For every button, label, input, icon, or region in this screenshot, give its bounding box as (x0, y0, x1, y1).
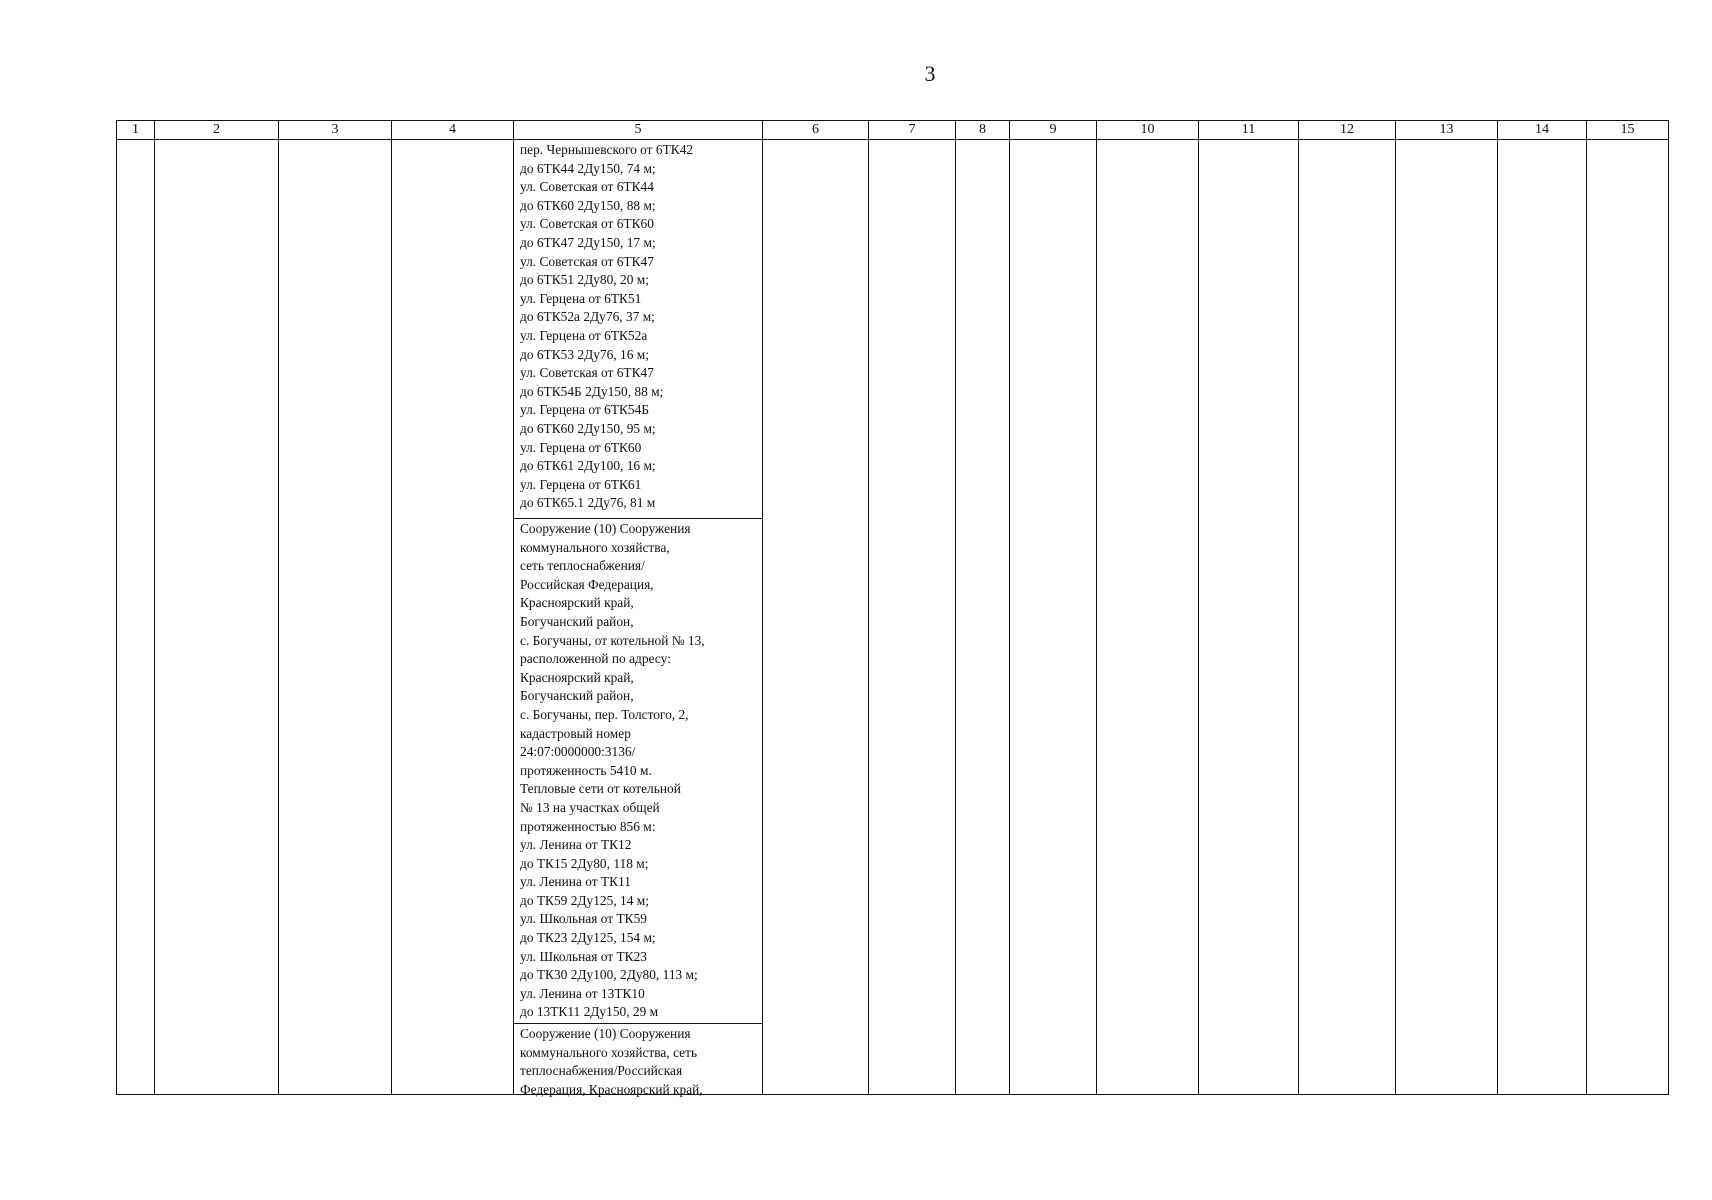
col-header-1: 1 (117, 121, 155, 140)
col-header-9: 9 (1010, 121, 1097, 140)
cell-col-13 (1396, 140, 1498, 1095)
object-description-block: пер. Чернышевского от 6ТК42 до 6ТК44 2Ду150, 74 м; ул. Советская от 6ТК44 до 6ТК60 2Ду150, 88 м; ул. Советская от 6ТК60 до 6ТК47 2Ду150, 17 м; ул. Советская от 6ТК47 до 6ТК51 2Ду80, 20 м; ул. Герцена от 6ТК51 до 6ТК52а 2Ду76, 37 м; ул. Герцена от 6ТК52а до 6ТК53 2Ду76, 16 м; ул. Советская от 6ТК47 до 6ТК54Б 2Ду150, 88 м; ул. Герцена от 6ТК54Б до 6ТК60 2Ду150, 95 м; ул. Герцена от 6ТК60 до 6ТК61 2Ду100, 16 м; ул. Герцена от 6ТК61 до 6ТК65.1 2Ду76, 81 м (520, 142, 694, 511)
cell-col-4 (392, 140, 514, 1095)
object-description-block: Сооружение (10) Сооружения коммунального хозяйства, сеть теплоснабжения/Российская Федерация, Красноярский край, (514, 1023, 762, 1094)
page-number: 3 (924, 61, 936, 86)
col-header-13: 13 (1396, 121, 1498, 140)
cell-col-8 (956, 140, 1010, 1095)
col-header-12: 12 (1299, 121, 1396, 140)
cell-col-9 (1010, 140, 1097, 1095)
cell-col-5 (514, 140, 763, 1095)
cell-col-12 (1299, 140, 1396, 1095)
col-header-11: 11 (1199, 121, 1299, 140)
col-header-2: 2 (155, 121, 279, 140)
cell-col-11 (1199, 140, 1299, 1095)
col-header-3: 3 (279, 121, 392, 140)
col-header-4: 4 (392, 121, 514, 140)
col-header-15: 15 (1587, 121, 1669, 140)
cell-col-3 (279, 140, 392, 1095)
header-row (117, 121, 1669, 140)
col-header-8: 8 (956, 121, 1010, 140)
cell-col-14 (1498, 140, 1587, 1095)
cell-col-1 (117, 140, 155, 1095)
cell-col-6 (763, 140, 869, 1095)
registry-table (116, 120, 1669, 1095)
col-header-10: 10 (1097, 121, 1199, 140)
table-row (117, 140, 1669, 1095)
cell-col-7 (869, 140, 956, 1095)
cell-col-10 (1097, 140, 1199, 1095)
col-header-7: 7 (869, 121, 956, 140)
object-description-block: Сооружение (10) Сооружения коммунального хозяйства, сеть теплоснабжения/ Российская Федерация, Красноярский край, Богучанский район, с. Богучаны, от котельной № 13, расположенной по адресу: Красноярский край, Богучанский район, с. Богучаны, пер. Толстого, 2, кадастровый номер 24:07:0000000:3136/ протяженность 5410 м. Тепловые сети от котельной № 13 на участках общей протяженностью 856 м: ул. Ленина от ТК12 до ТК15 2Ду80, 118 м; ул. Ленина от ТК11 до ТК59 2Ду125, 14 м; ул. Школьная от ТК59 до ТК23 2Ду125, 154 м; ул. Школьная от ТК23 до ТК30 2Ду100, 2Ду80, 113 м; ул. Ленина от 13ТК10 до 13ТК11 2Ду150, 29 м (514, 518, 762, 1023)
cell-col-15 (1587, 140, 1669, 1095)
col-header-5: 5 (514, 121, 763, 140)
col-header-14: 14 (1498, 121, 1587, 140)
cell-col-2 (155, 140, 279, 1095)
col-header-6: 6 (763, 121, 869, 140)
